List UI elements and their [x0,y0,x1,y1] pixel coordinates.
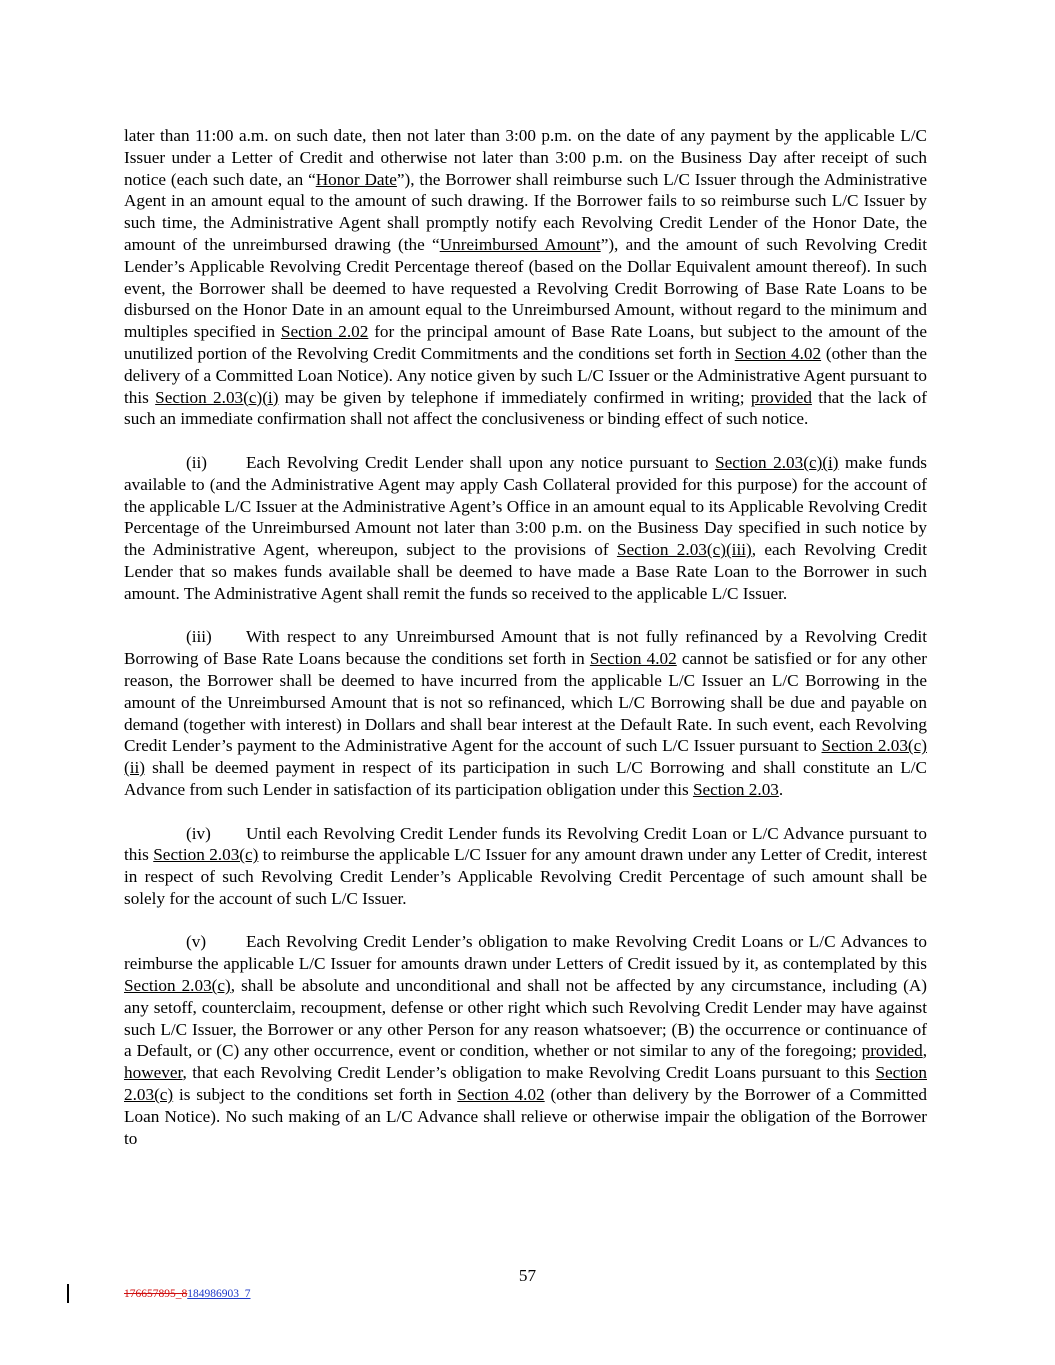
section-reference: Section 2.03 [692,779,779,799]
paragraph-v: (v) Each Revolving Credit Lender’s obligation to make Revolving Credit Loans or L/C Advances to reimburse the applicable L/C Issuer for amounts drawn under Letters of Credit issued by it, as contemplated by this Section 2.03(c), shall be absolute and unconditional and shall not be affected by any circumstance, including (A) any setoff, counterclaim, recoupment, defense or other right which such Revolving Credit Lender may have against such L/C Issuer, the Borrower or any other Person for any reason whatsoever; (B) the occurrence or continuance of a Default, or (C) any other occurrence, event or condition, whether or not similar to any of the foregoing; provided, however, that each Revolving Credit Lender’s obligation to make Revolving Credit Loans pursuant to this Section 2.03(c) is subject to the conditions set forth in Section 4.02 (other than delivery by the Borrower of a Committed Loan Notice). No such making of an L/C Advance shall relieve or otherwise impair the obligation of the Borrower to [124,932,928,1148]
section-reference: Section 2.03(c) [124,1063,927,1105]
clause-number: (iv) [186,823,211,843]
section-reference: Section 2.03(c) [124,976,231,996]
section-reference: Section 2.03(c)(i) [715,452,839,472]
proviso-term: however [124,1063,183,1083]
section-reference: Section 2.03(c)(iii) [616,540,752,560]
paragraph-iv: (iv) Until each Revolving Credit Lender funds its Revolving Credit Loan or L/C Advance pursuant to this Section 2.03(c) to reimburse the applicable L/C Issuer for any amount drawn under any Letter of Credit, interest in respect of such Revolving Credit Lender’s Applicable Revolving Credit Percentage of such amount shall be solely for the account of such L/C Issuer. [124,823,927,908]
inserted-doc-id: 184986903_7 [187,1288,251,1300]
page-number: 57 [518,1266,537,1285]
deleted-doc-id: 176657895_8 [124,1288,188,1300]
section-reference: Section 4.02 [734,343,822,363]
clause-number: (iii) [186,627,212,647]
defined-term: Unreimbursed Amount [439,234,601,254]
section-reference: Section 4.02 [589,649,677,669]
clause-number: (ii) [186,452,207,472]
paragraph-ii: (ii) Each Revolving Credit Lender shall upon any notice pursuant to Section 2.03(c)(i) make funds available to (and the Administrative Agent may apply Cash Collateral provided for this purpose) for the account of the applicable L/C Issuer at the Administrative Agent’s Office in an amount equal to its Applicable Revolving Credit Percentage of the Unreimbursed Amount not later than 3:00 p.m. on the Business Day specified in such notice by the Administrative Agent, whereupon, subject to the provisions of Section 2.03(c)(iii), each Revolving Credit Lender that so makes funds available shall be deemed to have made a Base Rate Loan to the Borrower in such amount. The Administrative Agent shall remit the funds so received to the applicable L/C Issuer. [124,452,928,603]
section-reference: Section 2.03(c) [153,845,259,865]
proviso-term: provided [750,387,812,407]
paragraph-iii: (iii) With respect to any Unreimbursed Amount that is not fully refinanced by a Revolving Credit Borrowing of Base Rate Loans because the conditions set forth in Section 4.02 cannot be satisfied or for any other reason, the Borrower shall be deemed to have incurred from the applicable L/C Issuer an L/C Borrowing in the amount of the Unreimbursed Amount that is not so refinanced, which L/C Borrowing shall be due and payable on demand (together with interest) in Dollars and shall bear interest at the Default Rate. In such event, each Revolving Credit Lender’s payment to the Administrative Agent for the account of such L/C Issuer pursuant to Section 2.03(c)(ii) shall be deemed payment in respect of its participation in such L/C Borrowing and shall constitute an L/C Advance from such Lender in satisfaction of its participation obligation under this Section 2.03. [124,627,927,799]
section-reference: Section 2.03(c)(ii) [124,736,927,778]
defined-term: Honor Date [315,169,397,189]
section-reference: Section 2.02 [280,322,369,342]
revision-change-bar [67,1284,69,1303]
proviso-term: provided [861,1041,923,1061]
section-reference: Section 2.03(c)(i) [155,387,279,407]
document-body [124,125,927,1171]
document-id-footer [124,1288,251,1300]
paragraph-continuation: later than 11:00 a.m. on such date, then not later than 3:00 p.m. on the date of any payment by the applicable L/C Issuer under a Letter of Credit and otherwise not later than 3:00 p.m. on the Business Day after receipt of such notice (each such date, an “Honor Date”), the Borrower shall reimburse such L/C Issuer through the Administrative Agent in an amount equal to the amount of such drawing. If the Borrower fails to so reimburse such L/C Issuer by such time, the Administrative Agent shall promptly notify each Revolving Credit Lender of the Honor Date, the amount of the unreimbursed drawing (the “Unreimbursed Amount”), and the amount of such Revolving Credit Lender’s Applicable Revolving Credit Percentage thereof (based on the Dollar Equivalent amount thereof). In such event, the Borrower shall be deemed to have requested a Revolving Credit Borrowing of Base Rate Loans to be disbursed on the Honor Date in an amount equal to the Unreimbursed Amount, without regard to the minimum and multiples specified in Section 2.02 for the principal amount of Base Rate Loans, but subject to the amount of the unutilized portion of the Revolving Credit Commitments and the conditions set forth in Section 4.02 (other than the delivery of a Committed Loan Notice). Any notice given by such L/C Issuer or the Administrative Agent pursuant to this Section 2.03(c)(i) may be given by telephone if immediately confirmed in writing; provided that the lack of such an immediate confirmation shall not affect the conclusiveness or binding effect of such notice. [124,126,928,429]
clause-number: (v) [186,932,207,952]
section-reference: Section 4.02 [457,1085,545,1105]
